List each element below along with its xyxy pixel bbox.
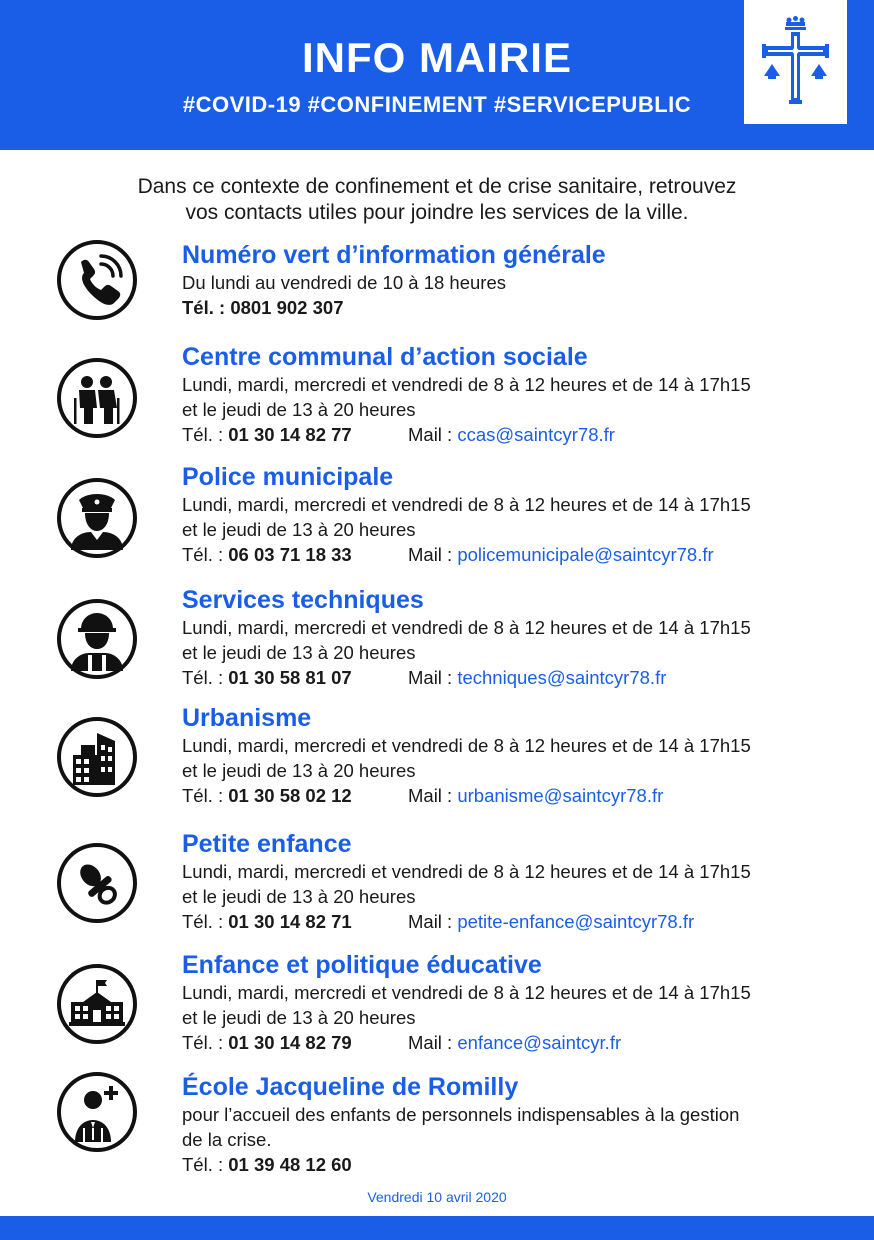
buildings-icon — [57, 717, 137, 797]
tel-label: Tél. : — [182, 667, 229, 688]
entry-hours-1: Lundi, mardi, mercredi et vendredi de 8 à 12 heures et de 14 à 17h15 — [182, 735, 751, 756]
entry-title: Police municipale — [182, 463, 394, 491]
entry-contact — [182, 422, 832, 447]
entry-hours-1: Lundi, mardi, mercredi et vendredi de 8 à 12 heures et de 14 à 17h15 — [182, 374, 751, 395]
mail-link[interactable]: policemunicipale@saintcyr78.fr — [457, 544, 714, 565]
publication-date: Vendredi 10 avril 2020 — [367, 1189, 507, 1205]
school-building-icon — [57, 964, 137, 1044]
entry-title: École Jacqueline de Romilly — [182, 1073, 519, 1101]
entry-contact — [182, 295, 832, 320]
pacifier-icon — [57, 843, 137, 923]
mail-link[interactable]: ccas@saintcyr78.fr — [457, 424, 615, 445]
entry-hours-1: Lundi, mardi, mercredi et vendredi de 8 à 12 heures et de 14 à 17h15 — [182, 494, 751, 515]
entry-contact — [182, 665, 832, 690]
tel-number[interactable]: 01 30 14 82 71 — [228, 911, 352, 932]
elderly-couple-icon — [57, 358, 137, 438]
mail-label: Mail : — [408, 911, 458, 932]
crest-icon — [758, 16, 833, 106]
mail-label: Mail : — [408, 785, 458, 806]
entry-hours-1: Lundi, mardi, mercredi et vendredi de 8 à 12 heures et de 14 à 17h15 — [182, 617, 751, 638]
mail-link[interactable]: petite-enfance@saintcyr78.fr — [457, 911, 695, 932]
mail-label: Mail : — [408, 424, 458, 445]
entry-title: Services techniques — [182, 586, 424, 614]
tel-label: Tél. : — [182, 424, 229, 445]
entry-title: Petite enfance — [182, 830, 352, 858]
mail-link[interactable]: techniques@saintcyr78.fr — [457, 667, 667, 688]
tel-label: Tél. : — [182, 785, 229, 806]
city-crest-logo — [744, 0, 847, 124]
footer-bar — [0, 1216, 874, 1240]
tel-number[interactable]: 01 30 58 02 12 — [228, 785, 352, 806]
mail-link[interactable]: enfance@saintcyr.fr — [457, 1032, 622, 1053]
entry-title: Centre communal d’action sociale — [182, 343, 588, 371]
entry-contact — [182, 542, 832, 567]
entry-title: Numéro vert d’information générale — [182, 241, 606, 269]
intro-line-1: Dans ce contexte de confinement et de crise sanitaire, retrouvez — [137, 175, 737, 198]
tel-label: Tél. : — [182, 1032, 229, 1053]
tel-number[interactable]: 01 30 58 81 07 — [228, 667, 352, 688]
phone-icon — [57, 240, 137, 320]
entry-desc-2: de la crise. — [182, 1129, 272, 1150]
entry-title: Urbanisme — [182, 704, 312, 732]
entry-title: Enfance et politique éducative — [182, 951, 542, 979]
entry-hours-2: et le jeudi de 13 à 20 heures — [182, 642, 416, 663]
mail-link[interactable]: urbanisme@saintcyr78.fr — [457, 785, 664, 806]
tel-label: Tél. : — [182, 297, 231, 318]
entry-hours-2: et le jeudi de 13 à 20 heures — [182, 519, 416, 540]
entry-hours-2: et le jeudi de 13 à 20 heures — [182, 399, 416, 420]
intro-line-2: vos contacts utiles pour joindre les services de la ville. — [185, 201, 689, 224]
entry-hours-2: et le jeudi de 13 à 20 heures — [182, 760, 416, 781]
entry-hours-1: Lundi, mardi, mercredi et vendredi de 8 à 12 heures et de 14 à 17h15 — [182, 982, 751, 1003]
entry-contact — [182, 783, 832, 808]
tel-number[interactable]: 01 30 14 82 77 — [228, 424, 352, 445]
header-banner — [0, 0, 874, 150]
entry-desc-1: pour l’accueil des enfants de personnels indispensables à la gestion — [182, 1104, 740, 1125]
mail-label: Mail : — [408, 544, 458, 565]
entry-hours-2: et le jeudi de 13 à 20 heures — [182, 1007, 416, 1028]
tel-label: Tél. : — [182, 544, 229, 565]
entry-contact — [182, 1030, 832, 1055]
entry-hours-2: et le jeudi de 13 à 20 heures — [182, 886, 416, 907]
entry-contact — [182, 1152, 832, 1177]
hashtags: #COVID-19 #CONFINEMENT #SERVICEPUBLIC — [182, 92, 692, 117]
tel-number[interactable]: 06 03 71 18 33 — [228, 544, 352, 565]
police-officer-icon — [57, 478, 137, 558]
tel-label: Tél. : — [182, 1154, 229, 1175]
tel-label: Tél. : — [182, 911, 229, 932]
page-title: INFO MAIRIE — [302, 34, 572, 81]
mail-label: Mail : — [408, 1032, 458, 1053]
entry-contact — [182, 909, 832, 934]
tel-number[interactable]: 01 30 14 82 79 — [228, 1032, 352, 1053]
tel-number[interactable]: 01 39 48 12 60 — [228, 1154, 352, 1175]
intro-text — [40, 174, 834, 226]
medical-staff-icon — [57, 1072, 137, 1152]
mail-label: Mail : — [408, 667, 458, 688]
construction-worker-icon — [57, 599, 137, 679]
entry-hours-1: Lundi, mardi, mercredi et vendredi de 8 à 12 heures et de 14 à 17h15 — [182, 861, 751, 882]
tel-number[interactable]: 0801 902 307 — [230, 297, 344, 318]
entry-hours: Du lundi au vendredi de 10 à 18 heures — [182, 272, 506, 293]
